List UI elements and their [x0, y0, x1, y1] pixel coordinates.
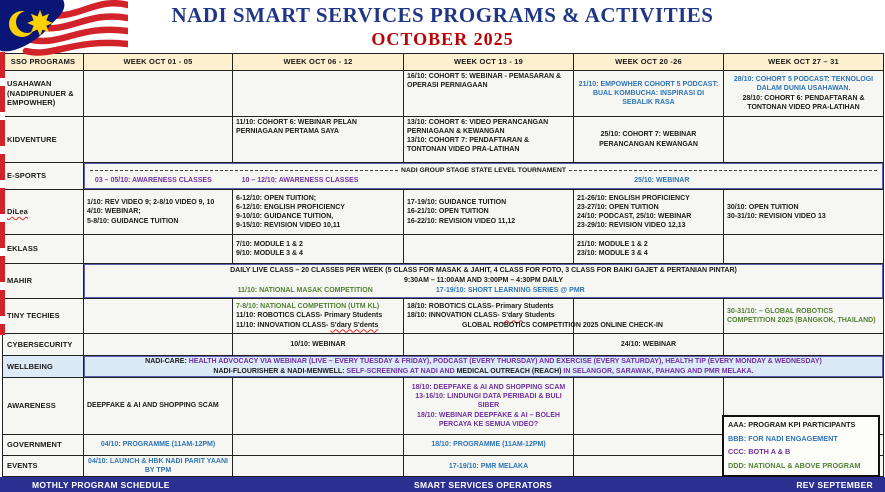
schedule-cell	[724, 235, 884, 264]
row-label-text: EVENTS	[7, 461, 38, 471]
cell-line	[87, 276, 880, 285]
schedule-cell	[233, 334, 404, 356]
text-segment: 11/10: COHORT 6: WEBINAR PELAN PERNIAGAAN PERTAMA SAYA	[236, 119, 357, 136]
table-row	[3, 117, 884, 163]
row-label	[3, 71, 84, 117]
table-row	[3, 71, 884, 117]
text-segment: SELF-SCREENING AT NADI AND	[346, 367, 457, 375]
text-segment: 28/10: COHORT 6: PENDAFTARAN & TONTONAN VIDEO PRA-LATIHAN	[742, 94, 865, 111]
cell-line	[236, 203, 400, 212]
spanning-cell	[84, 356, 884, 378]
cell-line	[727, 212, 880, 221]
schedule-item: 03 – 05/10: AWARENESS CLASSES	[94, 177, 212, 185]
schedule-cell	[724, 334, 884, 356]
text-segment: 17-19/10: PMR MELAKA	[448, 462, 529, 470]
week-items-row	[87, 176, 880, 186]
row-label	[3, 456, 84, 477]
text-segment: 9-10/10: GUIDANCE TUITION,	[236, 213, 334, 220]
text-segment: 30-31/10: – GLOBAL ROBOTICS COMPETITION 2025 (BANGKOK, THAILAND)	[727, 307, 876, 324]
spanning-cell	[84, 264, 884, 299]
footer-revision-label: REV SEPTEMBER	[796, 479, 873, 490]
tournament-title	[87, 167, 880, 176]
legend-line: AAA: PROGRAM KPI PARTICIPANTS	[728, 420, 856, 430]
text-segment: 4/10: WEBINAR;	[87, 208, 141, 216]
cell-line	[407, 411, 570, 429]
schedule-cell	[574, 190, 724, 235]
text-segment: 28/10: COHORT 5 PODCAST: TEKNOLOGI DALAM DUNIA USAHAWAN.	[733, 76, 874, 93]
schedule-cell	[404, 456, 574, 477]
table-row	[3, 163, 884, 190]
schedule-cell	[84, 190, 233, 235]
cell-line	[407, 462, 570, 471]
schedule-cell	[404, 117, 574, 163]
text-segment: 16/10: COHORT 5: WEBINAR - PEMASARAN & OPERASI PERNIAGAAN	[407, 73, 562, 90]
text-segment: 11/10: ROBOTICS CLASS- Primary Students	[236, 312, 383, 320]
schedule-cell	[233, 235, 404, 264]
row-label-text: EKLASS	[7, 244, 39, 254]
schedule-cell	[574, 334, 724, 356]
text-segment: 6-12/10: OPEN TUITION;	[236, 194, 317, 202]
schedule-cell	[84, 456, 233, 477]
row-label-text: AWARENESS	[7, 401, 56, 411]
schedule-cell	[404, 378, 574, 435]
text-segment: 24/10: PODCAST, 25/10: WEBINAR	[577, 213, 692, 220]
schedule-cell	[574, 235, 724, 264]
cell-line	[87, 401, 229, 410]
schedule-cell	[404, 190, 574, 235]
cell-line	[236, 118, 400, 136]
text-segment: 7/10: MODULE 1 & 2	[236, 240, 303, 248]
text-segment: 10/10: WEBINAR	[290, 340, 346, 348]
schedule-cell	[84, 71, 233, 117]
text-segment: DAILY LIVE CLASS – 20 CLASSES PER WEEK (5 CLASS FOR MASAK & JAHIT, 4 CLASS FOR FOTO, 3 CLASS FOR BAIKI GAJET & PERTANIAN PINTAR)	[230, 267, 737, 275]
text-segment: GLOBAL ROBOTICS COMPETITION 2025 ONLINE CHECK-IN	[462, 321, 663, 329]
row-label-text: WELLBEING	[7, 361, 53, 371]
text-segment: 30/10: OPEN TUITION	[727, 203, 799, 211]
cell-line	[236, 249, 400, 258]
schedule-cell	[574, 71, 724, 117]
cell-line	[407, 72, 570, 90]
cell-line	[236, 340, 400, 349]
cell-line	[577, 130, 720, 148]
text-segment: 1/10: REV VIDEO 9; 2-8/10 VIDEO 9, 10	[87, 199, 215, 207]
tournament-title-text: NADI GROUP STAGE STATE LEVEL TOURNAMENT	[400, 166, 567, 174]
cell-line	[87, 457, 229, 475]
text-segment: NADI-FLOURISHER & NADI-MENWELL:	[213, 367, 347, 375]
row-label	[3, 356, 84, 378]
cell-line	[577, 203, 720, 212]
schedule-cell	[404, 299, 663, 334]
column-header: WEEK OCT 06 - 12	[233, 53, 404, 71]
text-segment: Students	[522, 312, 555, 320]
text-segment: S'dary S'dents	[330, 321, 379, 329]
row-label-text: DiLea	[7, 207, 28, 217]
table-row	[3, 334, 884, 356]
cell-line	[87, 207, 229, 216]
table-row	[3, 235, 884, 264]
cell-line	[407, 207, 570, 216]
text-segment: 13/10: COHORT 7: PENDAFTARAN & TONTONAN VIDEO PRA-LATIHAN	[407, 137, 529, 154]
schedule-cell	[84, 378, 233, 435]
schedule-item: 10 – 12/10: AWARENESS CLASSES	[241, 177, 359, 185]
cell-line	[462, 321, 663, 330]
row-label-text: USAHAWAN (NADIPRUNUER & EMPOWHER)	[7, 78, 74, 108]
cell-line	[87, 266, 880, 275]
text-segment: 11/10: INNOVATION CLASS-	[236, 321, 331, 329]
column-header: WEEK OCT 13 - 19	[404, 53, 574, 71]
text-segment: NADI-CARE:	[145, 358, 189, 366]
cell-line	[727, 203, 880, 212]
row-label	[3, 299, 84, 334]
text-segment: 23-27/10: OPEN TUITION	[577, 203, 659, 211]
cell-line	[236, 212, 400, 221]
row-label	[3, 334, 84, 356]
text-segment: IN SELANGOR, SARAWAK, PAHANG AND PMR MELAKA.	[563, 367, 754, 375]
cell-line	[407, 136, 570, 154]
cell-line	[236, 221, 400, 230]
schedule-cell	[84, 117, 233, 163]
text-segment: 13-16/10: LINDUNGI DATA PERIBADI & BULI SIBER	[415, 393, 562, 410]
schedule-cell	[84, 334, 233, 356]
table-row	[3, 356, 884, 378]
cell-line	[407, 440, 570, 449]
cell-line	[87, 367, 880, 376]
legend-line: DDD: NATIONAL & ABOVE PROGRAM	[728, 460, 861, 470]
cell-line	[577, 212, 720, 221]
cell-line	[577, 240, 720, 249]
text-segment: 16-22/10: REVISION VIDEO 11,12	[407, 217, 516, 225]
text-segment: S'dary	[501, 312, 523, 320]
text-segment: 18/10: WEBINAR DEEPFAKE & AI – BOLEH PERCAYA KE SEMUA VIDEO?	[417, 411, 560, 428]
cell-line	[87, 357, 880, 366]
cell-line	[727, 75, 880, 93]
cell-line	[727, 307, 880, 325]
schedule-cell	[574, 378, 724, 435]
cell-line	[727, 94, 880, 112]
page-header	[0, 0, 885, 53]
cell-line	[87, 198, 229, 207]
text-segment: 04/10: PROGRAMME (11AM-12PM)	[100, 441, 216, 449]
row-label-text: CYBERSECURITY	[7, 339, 73, 349]
month-subtitle: OCTOBER 2025	[371, 29, 514, 49]
schedule-cell	[84, 299, 233, 334]
schedule-cell	[233, 117, 404, 163]
row-label	[3, 117, 84, 163]
text-segment: DEEPFAKE & AI AND SHOPPING SCAM	[87, 402, 219, 410]
schedule-cell	[84, 235, 233, 264]
cell-line	[87, 440, 229, 449]
text-segment: 21-26/10: ENGLISH PROFICIENCY	[577, 194, 690, 202]
text-segment: 17-19/10: GUIDANCE TUITION	[407, 199, 507, 207]
schedule-cell	[724, 299, 884, 334]
schedule-cell	[404, 235, 574, 264]
text-segment: 21/10: MODULE 1 & 2	[577, 240, 648, 248]
text-segment: 9-15/10: REVISION VIDEO 10,11	[236, 222, 341, 230]
footer-schedule-label: MOTHLY PROGRAM SCHEDULE	[32, 479, 170, 490]
text-segment: 16-21/10: OPEN TUITION	[407, 208, 489, 216]
row-label	[3, 163, 84, 190]
schedule-cell	[233, 190, 404, 235]
column-header: WEEK OCT 20 -26	[574, 53, 724, 71]
column-header: WEEK OCT 27 – 31	[724, 53, 884, 71]
page-title: NADI SMART SERVICES PROGRAMS & ACTIVITIES	[171, 3, 714, 27]
cell-line	[236, 194, 400, 203]
cell-line	[577, 249, 720, 258]
footer-bar	[0, 477, 885, 492]
footer-operators-label: SMART SERVICES OPERATORS	[414, 479, 553, 490]
schedule-cell	[724, 71, 884, 117]
text-segment: 04/10: LAUNCH & HBK NADI PARIT YAANI BY TPM	[88, 458, 228, 475]
cell-line	[87, 217, 229, 226]
cell-line	[407, 217, 570, 226]
text-segment: 21/10: EMPOWHER COHORT 5 PODCAST: BUAL KOMBUCHA: INSPIRASI DI SEBALIK RASA	[578, 80, 719, 107]
text-segment: 23-29/10: REVISION VIDEO 12,13	[577, 222, 686, 230]
column-header: SSO PROGRAMS	[3, 53, 84, 71]
column-header: WEEK OCT 01 - 05	[84, 53, 233, 71]
cell-line	[236, 240, 400, 249]
cell-line	[577, 340, 720, 349]
text-segment: 7-8/10: NATIONAL COMPETITION (UTM KL)	[236, 303, 380, 311]
cell-line	[236, 321, 400, 330]
row-label-text: MAHIR	[7, 276, 33, 286]
row-label	[3, 378, 84, 435]
row-label	[3, 190, 84, 235]
schedule-cell	[724, 190, 884, 235]
malaysia-flag-icon	[0, 0, 128, 61]
text-segment: 18/10: ROBOTICS CLASS- Primary Students	[407, 303, 554, 311]
cell-line	[577, 221, 720, 230]
text-segment: 30-31/10: REVISION VIDEO 13	[727, 213, 826, 220]
cell-line	[407, 302, 570, 311]
row-label-text: KIDVENTURE	[7, 134, 57, 144]
schedule-cell	[233, 71, 404, 117]
program-schedule-table	[2, 53, 884, 477]
schedule-item: 17-19/10: SHORT LEARNING SERIES @ PMR	[435, 286, 585, 294]
row-label-text: GOVERNMENT	[7, 440, 62, 450]
text-segment: 25/10: COHORT 7: WEBINAR PERANCANGAN KEWANGAN	[599, 131, 698, 148]
cell-line	[407, 392, 570, 410]
text-segment: 23/10: MODULE 3 & 4	[577, 250, 648, 257]
row-label	[3, 264, 84, 299]
table-row	[3, 299, 884, 334]
text-segment: MEDICAL OUTREACH (REACH)	[456, 367, 564, 375]
cell-line	[577, 80, 720, 107]
text-segment: 9:30AM – 11:00AM AND 3:00PM – 4:30PM DAILY	[404, 276, 563, 284]
row-label	[3, 235, 84, 264]
schedule-cell	[233, 435, 404, 456]
cell-line	[407, 118, 570, 136]
text-segment: 24/10: WEBINAR	[620, 340, 677, 348]
schedule-cell	[84, 435, 233, 456]
cell-line	[407, 383, 570, 392]
text-segment: 18/10: DEEPFAKE & AI AND SHOPPING SCAM	[411, 384, 566, 392]
schedule-cell	[233, 299, 404, 334]
schedule-item: 11/10: NATIONAL MASAK COMPETITION	[237, 286, 373, 294]
cell-line	[236, 311, 400, 320]
text-segment: 18/10: PROGRAMME (11AM-12PM)	[431, 441, 546, 449]
legend-box	[722, 415, 880, 477]
legend-line: CCC: BOTH A & B	[728, 447, 791, 457]
table-row	[3, 190, 884, 235]
text-segment: 6-12/10: ENGLISH PROFICIENCY	[236, 203, 345, 211]
row-label-text: E-SPORTS	[7, 171, 47, 181]
text-segment: 5-8/10: GUIDANCE TUITION	[87, 217, 179, 225]
schedule-cell	[404, 334, 574, 356]
text-segment: 9/10: MODULE 3 & 4	[236, 250, 303, 257]
table-row	[3, 264, 884, 299]
schedule-cell	[574, 117, 724, 163]
schedule-cell	[574, 456, 724, 477]
text-segment: 13/10: COHORT 6: VIDEO PERANCANGAN PERNIAGAAN & KEWANGAN	[407, 119, 549, 136]
schedule-cell	[404, 435, 574, 456]
schedule-item: 25/10: WEBINAR	[634, 177, 690, 185]
row-label	[3, 435, 84, 456]
text-segment: HEALTH ADVOCACY VIA WEBINAR (LIVE – EVERY TUESDAY & FRIDAY), PODCAST (EVERY THURSDAY) AND EXERCISE (EVERY SATURDAY), HEALTH TIP (EVERY MONDAY & WEDNESDAY)	[188, 358, 822, 366]
legend-line: BBB: FOR NADI ENGAGEMENT	[728, 433, 838, 443]
cell-line	[407, 198, 570, 207]
row-label-text: TINY TECHIES	[7, 311, 60, 321]
schedule-cell	[574, 435, 724, 456]
schedule-cell	[404, 71, 574, 117]
cell-line	[236, 302, 400, 311]
column-header-row	[3, 53, 884, 71]
schedule-cell	[233, 456, 404, 477]
flag-edge-stripe	[0, 52, 5, 335]
week-items-row	[87, 286, 880, 296]
cell-line	[577, 194, 720, 203]
schedule-cell	[233, 378, 404, 435]
cell-line	[407, 311, 570, 320]
text-segment: 18/10: INNOVATION CLASS-	[407, 312, 502, 320]
schedule-cell	[724, 117, 884, 163]
spanning-cell	[84, 163, 884, 190]
